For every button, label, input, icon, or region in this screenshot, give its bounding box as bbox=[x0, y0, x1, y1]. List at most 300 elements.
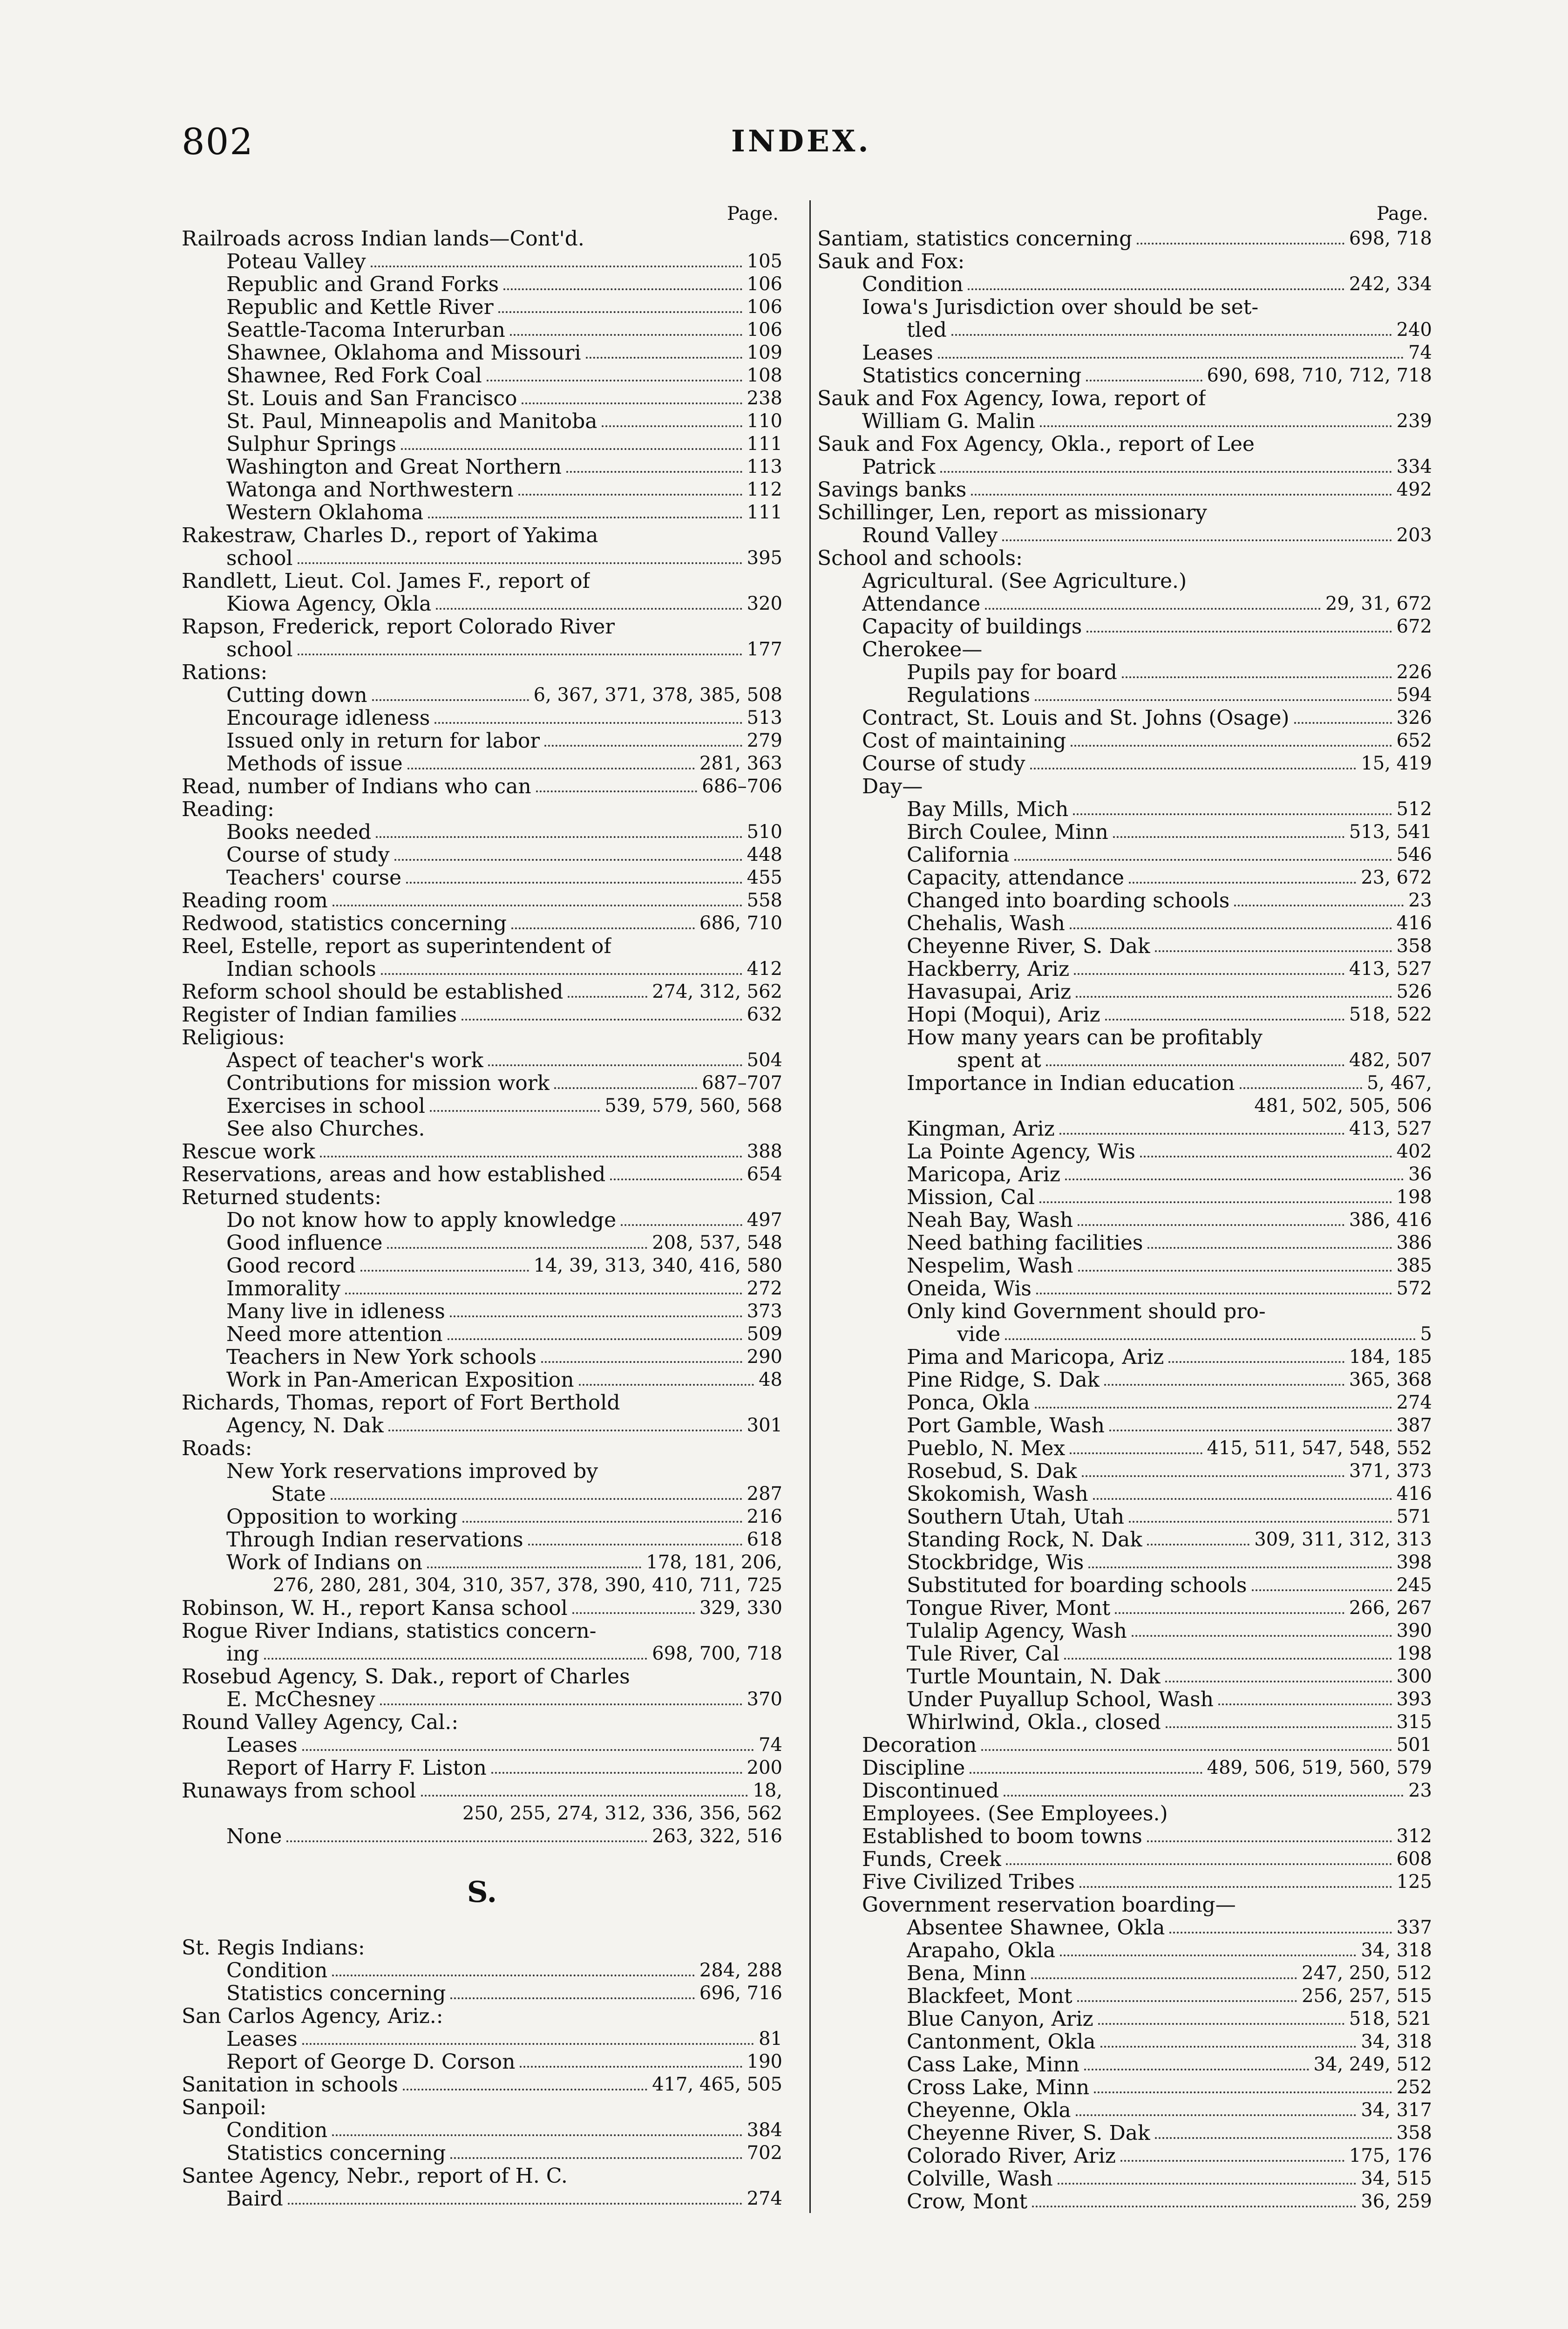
dot-leader bbox=[371, 266, 742, 267]
index-entry bbox=[817, 296, 1432, 319]
index-entry bbox=[182, 1551, 782, 1574]
entry-text: Sanpoil: bbox=[182, 2096, 267, 2119]
dot-leader bbox=[610, 1178, 742, 1180]
entry-text: Under Puyallup School, Wash bbox=[907, 1688, 1214, 1711]
index-entry bbox=[817, 1642, 1432, 1665]
index-entry bbox=[817, 1505, 1432, 1528]
entry-text: Agricultural. (See Agriculture.) bbox=[862, 570, 1187, 592]
dot-leader bbox=[528, 1544, 742, 1546]
index-entry bbox=[817, 2008, 1432, 2030]
entry-text: Nespelim, Wash bbox=[907, 1254, 1073, 1277]
dot-leader bbox=[510, 334, 742, 336]
index-entry bbox=[817, 319, 1432, 341]
entry-text: Schillinger, Len, report as missionary bbox=[817, 501, 1207, 524]
entry-text: Need bathing facilities bbox=[907, 1232, 1143, 1254]
entry-page-ref: 698, 718 bbox=[1349, 228, 1432, 249]
index-entry bbox=[182, 2005, 782, 2028]
index-entry bbox=[182, 2119, 782, 2142]
entry-page-ref: 413, 527 bbox=[1349, 958, 1432, 980]
entry-page-ref: 395 bbox=[747, 547, 782, 569]
entry-text: Crow, Mont bbox=[907, 2190, 1028, 2213]
s-entries-list bbox=[182, 1936, 782, 2210]
dot-leader bbox=[536, 790, 698, 792]
entry-page-ref: 337 bbox=[1396, 1917, 1432, 1938]
entry-page-ref: 539, 579, 560, 568 bbox=[604, 1095, 782, 1117]
dot-leader bbox=[1098, 2023, 1344, 2025]
entry-page-ref: 312 bbox=[1396, 1825, 1432, 1847]
index-entry bbox=[182, 592, 782, 615]
index-entry bbox=[817, 524, 1432, 547]
left-entries-list bbox=[182, 227, 782, 1848]
entry-text: Sauk and Fox Agency, Okla., report of Lee bbox=[817, 433, 1255, 456]
dot-leader bbox=[1059, 1133, 1344, 1135]
entry-text: Aspect of teacher's work bbox=[226, 1049, 484, 1072]
entry-text: ing bbox=[226, 1642, 259, 1665]
entry-text: Cheyenne, Okla bbox=[907, 2099, 1071, 2122]
entry-text: Good influence bbox=[226, 1232, 383, 1254]
dot-leader bbox=[430, 1110, 600, 1112]
dot-leader bbox=[331, 1498, 742, 1500]
index-entry bbox=[817, 866, 1432, 889]
entry-text: Exercises in school bbox=[226, 1095, 425, 1117]
index-entry bbox=[817, 638, 1432, 661]
index-entry bbox=[182, 570, 782, 592]
entry-page-ref: 654 bbox=[747, 1164, 782, 1185]
entry-text: school bbox=[226, 547, 293, 570]
dot-leader bbox=[566, 471, 742, 473]
entry-page-ref: 247, 250, 512 bbox=[1302, 1962, 1432, 1984]
entry-page-ref: 287 bbox=[747, 1483, 782, 1505]
entry-page-ref: 329, 330 bbox=[699, 1597, 782, 1619]
entry-text: Course of study bbox=[862, 752, 1025, 775]
dot-leader bbox=[1032, 2206, 1356, 2207]
entry-text: Pueblo, N. Mex bbox=[907, 1437, 1066, 1460]
index-entry bbox=[182, 1825, 782, 1848]
dot-leader bbox=[1046, 1064, 1344, 1066]
entry-page-ref: 358 bbox=[1396, 935, 1432, 957]
entry-text: Redwood, statistics concerning bbox=[182, 912, 507, 935]
index-entry bbox=[817, 1711, 1432, 1734]
entry-page-ref: 5, 467, bbox=[1367, 1072, 1432, 1094]
entry-text: Round Valley bbox=[862, 524, 998, 547]
dot-leader bbox=[1005, 1338, 1415, 1340]
index-entry bbox=[817, 250, 1432, 273]
index-entry bbox=[182, 2050, 782, 2073]
dot-leader bbox=[1129, 1521, 1392, 1523]
entry-text: Rapson, Frederick, report Colorado River bbox=[182, 615, 615, 638]
entry-text: Whirlwind, Okla., closed bbox=[907, 1711, 1161, 1734]
dot-leader bbox=[1078, 1270, 1392, 1272]
entry-page-ref: 5 bbox=[1420, 1323, 1432, 1345]
index-entry bbox=[817, 1597, 1432, 1620]
entry-page-ref: 402 bbox=[1396, 1141, 1432, 1162]
dot-leader bbox=[491, 1772, 742, 1774]
entry-page-ref: 178, 181, 206, bbox=[646, 1552, 782, 1573]
index-entry bbox=[182, 1232, 782, 1254]
index-entry bbox=[817, 478, 1432, 501]
entry-page-ref: 417, 465, 505 bbox=[652, 2074, 782, 2095]
index-entry bbox=[817, 1985, 1432, 2008]
dot-leader bbox=[1240, 1087, 1362, 1089]
entry-text: Government reservation boarding— bbox=[862, 1893, 1236, 1916]
index-entry bbox=[817, 2099, 1432, 2122]
entry-text: Opposition to working bbox=[226, 1505, 458, 1528]
index-entry bbox=[182, 2073, 782, 2096]
entry-page-ref: 81 bbox=[759, 2028, 782, 2050]
index-entry bbox=[817, 1209, 1432, 1232]
dot-leader bbox=[1120, 2160, 1344, 2162]
index-entry bbox=[817, 592, 1432, 615]
entry-page-ref: 416 bbox=[1396, 1483, 1432, 1505]
entry-page-ref: 112 bbox=[747, 479, 782, 500]
entry-text: Condition bbox=[226, 1959, 328, 1982]
index-entry bbox=[182, 1505, 782, 1528]
index-entry bbox=[817, 1140, 1432, 1163]
entry-page-ref: 501 bbox=[1396, 1734, 1432, 1756]
entry-text: Colorado River, Ariz bbox=[907, 2145, 1116, 2167]
index-entry bbox=[182, 1982, 782, 2005]
index-entry bbox=[817, 501, 1432, 524]
index-entry bbox=[817, 1277, 1432, 1300]
entry-text: See also Churches. bbox=[226, 1117, 425, 1140]
entry-text: Cass Lake, Minn bbox=[907, 2053, 1079, 2076]
dot-leader bbox=[1115, 1612, 1344, 1614]
index-entry bbox=[182, 1277, 782, 1300]
index-entry bbox=[182, 1642, 782, 1665]
index-entry bbox=[182, 1163, 782, 1186]
entry-page-ref: 696, 716 bbox=[699, 1982, 782, 2004]
entry-text: Importance in Indian education bbox=[907, 1072, 1235, 1095]
index-entry bbox=[182, 1460, 782, 1483]
entry-text: Need more attention bbox=[226, 1323, 443, 1346]
entry-text: Kiowa Agency, Okla bbox=[226, 592, 432, 615]
index-entry bbox=[817, 729, 1432, 752]
entry-page-ref: 108 bbox=[747, 365, 782, 386]
entry-page-ref: 190 bbox=[747, 2051, 782, 2072]
entry-page-ref: 388 bbox=[747, 1141, 782, 1162]
entry-text: San Carlos Agency, Ariz.: bbox=[182, 2005, 443, 2028]
index-entry bbox=[182, 1620, 782, 1642]
dot-leader bbox=[1071, 745, 1392, 747]
entry-text: tled bbox=[907, 319, 947, 341]
entry-text: Railroads across Indian lands—Cont'd. bbox=[182, 227, 584, 250]
entry-page-ref: 256, 257, 515 bbox=[1302, 1985, 1432, 2007]
entry-text: Books needed bbox=[226, 821, 372, 844]
entry-text: Washington and Great Northern bbox=[226, 456, 562, 478]
entry-page-ref: 301 bbox=[747, 1415, 782, 1436]
entry-page-ref: 74 bbox=[1408, 342, 1432, 363]
dot-leader bbox=[1004, 1795, 1404, 1797]
dot-leader bbox=[388, 1430, 742, 1431]
entry-page-ref: 226 bbox=[1396, 661, 1432, 683]
index-entry bbox=[817, 1026, 1432, 1049]
entry-page-ref: 571 bbox=[1396, 1506, 1432, 1527]
dot-leader bbox=[1002, 539, 1392, 541]
index-entry bbox=[182, 1140, 782, 1163]
dot-leader bbox=[1036, 1293, 1392, 1294]
entry-page-ref: 504 bbox=[747, 1049, 782, 1071]
dot-leader bbox=[450, 1997, 694, 1999]
index-entry bbox=[182, 1688, 782, 1711]
dot-leader bbox=[1122, 676, 1392, 678]
entry-page-ref: 608 bbox=[1396, 1848, 1432, 1870]
entry-page-ref: 242, 334 bbox=[1349, 273, 1432, 295]
entry-text: Skokomish, Wash bbox=[907, 1483, 1088, 1505]
index-entry bbox=[182, 684, 782, 707]
entry-page-ref: 48 bbox=[759, 1369, 782, 1390]
index-entry bbox=[817, 1323, 1432, 1346]
entry-page-ref: 106 bbox=[747, 296, 782, 318]
dot-leader bbox=[1079, 1886, 1392, 1888]
entry-text: Encourage idleness bbox=[226, 707, 430, 729]
index-entry bbox=[182, 1391, 782, 1414]
dot-leader bbox=[1132, 1635, 1392, 1637]
entry-page-ref: 558 bbox=[747, 890, 782, 911]
dot-leader bbox=[971, 494, 1392, 496]
index-entry bbox=[817, 2030, 1432, 2053]
entry-page-ref: 513, 541 bbox=[1349, 821, 1432, 843]
entry-text: Santiam, statistics concerning bbox=[817, 227, 1133, 250]
entry-text: New York reservations improved by bbox=[226, 1460, 598, 1483]
index-entry bbox=[817, 615, 1432, 638]
entry-page-ref: 109 bbox=[747, 342, 782, 363]
entry-text: Shawnee, Oklahoma and Missouri bbox=[226, 341, 581, 364]
entry-text: Capacity, attendance bbox=[907, 866, 1125, 889]
index-entry bbox=[182, 319, 782, 341]
index-entry bbox=[817, 1962, 1432, 1985]
index-entry bbox=[817, 433, 1432, 456]
entry-text: Attendance bbox=[862, 592, 981, 615]
entry-page-ref: 482, 507 bbox=[1349, 1049, 1432, 1071]
dot-leader bbox=[1140, 1156, 1392, 1158]
dot-leader bbox=[487, 380, 742, 381]
dot-leader bbox=[970, 1772, 1202, 1774]
entry-page-ref: 29, 31, 672 bbox=[1325, 593, 1432, 614]
dot-leader bbox=[407, 768, 695, 770]
entry-page-ref: 686–706 bbox=[702, 776, 782, 797]
entry-text: Rosebud, S. Dak bbox=[907, 1460, 1077, 1483]
index-entry bbox=[182, 1072, 782, 1095]
entry-text: Sauk and Fox: bbox=[817, 250, 965, 273]
dot-leader bbox=[1252, 1589, 1392, 1591]
entry-page-ref: 526 bbox=[1396, 981, 1432, 1002]
index-entry bbox=[817, 273, 1432, 296]
entry-text: Hopi (Moqui), Ariz bbox=[907, 1003, 1100, 1026]
index-entry bbox=[182, 364, 782, 387]
dot-leader bbox=[1065, 1178, 1404, 1180]
entry-page-ref: 510 bbox=[747, 821, 782, 843]
dot-leader bbox=[1166, 1726, 1392, 1728]
index-entry bbox=[817, 1437, 1432, 1460]
entry-page-ref: 387 bbox=[1396, 1415, 1432, 1436]
index-entry bbox=[817, 844, 1432, 866]
index-entry bbox=[182, 1779, 782, 1802]
index-entry bbox=[182, 524, 782, 547]
entry-text: Turtle Mountain, N. Dak bbox=[907, 1665, 1161, 1688]
entry-page-ref: 203 bbox=[1396, 524, 1432, 546]
entry-text: Work in Pan-American Exposition bbox=[226, 1369, 574, 1391]
index-entry bbox=[817, 364, 1432, 387]
dot-leader bbox=[298, 562, 742, 564]
entry-text: Reading room bbox=[182, 889, 328, 912]
page-column-label: Page. bbox=[1377, 203, 1428, 225]
entry-text: Decoration bbox=[862, 1734, 977, 1757]
index-entry bbox=[817, 2122, 1432, 2145]
entry-page-ref: 412 bbox=[747, 958, 782, 980]
entry-text: Sulphur Springs bbox=[226, 433, 396, 456]
entry-text: Leases bbox=[226, 2028, 298, 2050]
entry-page-ref: 509 bbox=[747, 1323, 782, 1345]
entry-page-ref: 111 bbox=[747, 433, 782, 455]
index-entry bbox=[182, 935, 782, 958]
entry-text: Funds, Creek bbox=[862, 1848, 1002, 1871]
dot-leader bbox=[345, 1293, 742, 1294]
entry-page-ref: 448 bbox=[747, 844, 782, 865]
entry-text: Agency, N. Dak bbox=[226, 1414, 384, 1437]
entry-page-ref: 393 bbox=[1396, 1689, 1432, 1710]
entry-text: Employees. (See Employees.) bbox=[862, 1802, 1168, 1825]
dot-leader bbox=[1113, 836, 1344, 838]
dot-leader bbox=[332, 2134, 742, 2136]
entry-text: Pupils pay for board bbox=[907, 661, 1117, 684]
index-entry bbox=[817, 821, 1432, 844]
dot-leader bbox=[1070, 927, 1392, 929]
dot-leader bbox=[541, 1361, 742, 1363]
index-entry bbox=[182, 2028, 782, 2050]
entry-page-ref: 238 bbox=[747, 388, 782, 409]
index-entry bbox=[182, 1369, 782, 1391]
entry-text: Savings banks bbox=[817, 478, 967, 501]
dot-leader bbox=[401, 448, 742, 450]
index-entry bbox=[817, 1779, 1432, 1802]
entry-page-ref: 266, 267 bbox=[1349, 1597, 1432, 1619]
dot-leader bbox=[428, 517, 742, 518]
entry-text: Iowa's Jurisdiction over should be set- bbox=[862, 296, 1259, 319]
index-entry bbox=[182, 775, 782, 798]
dot-leader bbox=[1076, 996, 1392, 998]
entry-text: Through Indian reservations bbox=[226, 1528, 523, 1551]
entry-text: How many years can be profitably bbox=[907, 1026, 1263, 1049]
entry-page-ref: 370 bbox=[747, 1689, 782, 1710]
entry-page-ref: 177 bbox=[747, 639, 782, 660]
dot-leader bbox=[1014, 859, 1392, 861]
entry-text: Republic and Kettle River bbox=[226, 296, 494, 319]
index-entry bbox=[817, 1665, 1432, 1688]
entry-page-ref: 125 bbox=[1396, 1871, 1432, 1893]
dot-leader bbox=[1105, 1019, 1344, 1021]
dot-leader bbox=[1100, 2046, 1357, 2048]
index-entry bbox=[182, 1414, 782, 1437]
entry-text: Course of study bbox=[226, 844, 390, 866]
dot-leader bbox=[1074, 973, 1344, 975]
dot-leader bbox=[1147, 1247, 1392, 1249]
index-entry bbox=[817, 1528, 1432, 1551]
entry-page-ref: 513 bbox=[747, 707, 782, 729]
entry-text: Round Valley Agency, Cal.: bbox=[182, 1711, 459, 1734]
entry-page-ref: 240 bbox=[1396, 319, 1432, 340]
entry-text: Patrick bbox=[862, 456, 936, 478]
entry-text: E. McChesney bbox=[226, 1688, 375, 1711]
entry-page-ref: 23 bbox=[1408, 1780, 1432, 1801]
dot-leader bbox=[360, 1270, 529, 1272]
index-entry bbox=[182, 1117, 782, 1140]
entry-text: Rakestraw, Charles D., report of Yakima bbox=[182, 524, 598, 547]
index-entry bbox=[182, 250, 782, 273]
entry-text: La Pointe Agency, Wis bbox=[907, 1140, 1135, 1163]
entry-page-ref: 111 bbox=[747, 502, 782, 523]
entry-text: Good record bbox=[226, 1254, 356, 1277]
entry-text: Only kind Government should pro- bbox=[907, 1300, 1266, 1323]
dot-leader bbox=[302, 2043, 754, 2045]
entry-page-ref: 334 bbox=[1396, 456, 1432, 477]
entry-text: Statistics concerning bbox=[862, 364, 1082, 387]
index-entry bbox=[817, 1916, 1432, 1939]
entry-page-ref: 687–707 bbox=[702, 1072, 782, 1094]
entry-text: Condition bbox=[226, 2119, 328, 2142]
index-entry bbox=[182, 1574, 782, 1597]
entry-page-ref: 390 bbox=[1396, 1620, 1432, 1641]
index-entry bbox=[817, 661, 1432, 684]
entry-page-ref: 272 bbox=[747, 1278, 782, 1299]
entry-text: Cost of maintaining bbox=[862, 729, 1066, 752]
index-entry bbox=[182, 1300, 782, 1323]
index-entry bbox=[182, 501, 782, 524]
entry-text: Reading: bbox=[182, 798, 274, 821]
index-entry bbox=[182, 1254, 782, 1277]
dot-leader bbox=[462, 1521, 742, 1523]
entry-page-ref: 385 bbox=[1396, 1255, 1432, 1276]
dot-leader bbox=[1093, 1498, 1392, 1500]
entry-page-ref: 481, 502, 505, 506 bbox=[1254, 1095, 1432, 1117]
index-entry bbox=[182, 1437, 782, 1460]
entry-page-ref: 373 bbox=[747, 1301, 782, 1322]
dot-leader bbox=[1104, 1384, 1344, 1386]
index-entry bbox=[182, 227, 782, 250]
index-entry bbox=[182, 273, 782, 296]
index-entry bbox=[817, 1483, 1432, 1505]
entry-text: Register of Indian families bbox=[182, 1003, 457, 1026]
dot-leader bbox=[288, 2203, 742, 2205]
entry-page-ref: 572 bbox=[1396, 1278, 1432, 1299]
index-entry bbox=[817, 912, 1432, 935]
index-entry bbox=[817, 2053, 1432, 2076]
dot-leader bbox=[462, 1019, 742, 1021]
entry-text: Birch Coulee, Minn bbox=[907, 821, 1108, 844]
index-entry bbox=[817, 1186, 1432, 1209]
entry-page-ref: 23, 672 bbox=[1361, 867, 1432, 888]
entry-page-ref: 34, 317 bbox=[1361, 2099, 1432, 2121]
index-entry bbox=[817, 1871, 1432, 1893]
index-entry bbox=[817, 387, 1432, 410]
index-entry bbox=[182, 638, 782, 661]
entry-page-ref: 489, 506, 519, 560, 579 bbox=[1207, 1757, 1432, 1778]
index-entry bbox=[817, 1893, 1432, 1916]
entry-text: Cross Lake, Minn bbox=[907, 2076, 1090, 2099]
entry-text: Pine Ridge, S. Dak bbox=[907, 1369, 1100, 1391]
index-entry bbox=[817, 456, 1432, 478]
dot-leader bbox=[421, 1795, 748, 1797]
entry-text: Oneida, Wis bbox=[907, 1277, 1032, 1300]
dot-leader bbox=[1155, 2137, 1392, 2139]
dot-leader bbox=[1035, 699, 1392, 701]
entry-page-ref: 315 bbox=[1396, 1711, 1432, 1733]
dot-leader bbox=[1234, 905, 1404, 906]
entry-page-ref: 245 bbox=[1396, 1574, 1432, 1596]
entry-page-ref: 358 bbox=[1396, 2122, 1432, 2144]
index-entry bbox=[817, 227, 1432, 250]
entry-text: Hackberry, Ariz bbox=[907, 958, 1070, 981]
index-entry bbox=[182, 1665, 782, 1688]
